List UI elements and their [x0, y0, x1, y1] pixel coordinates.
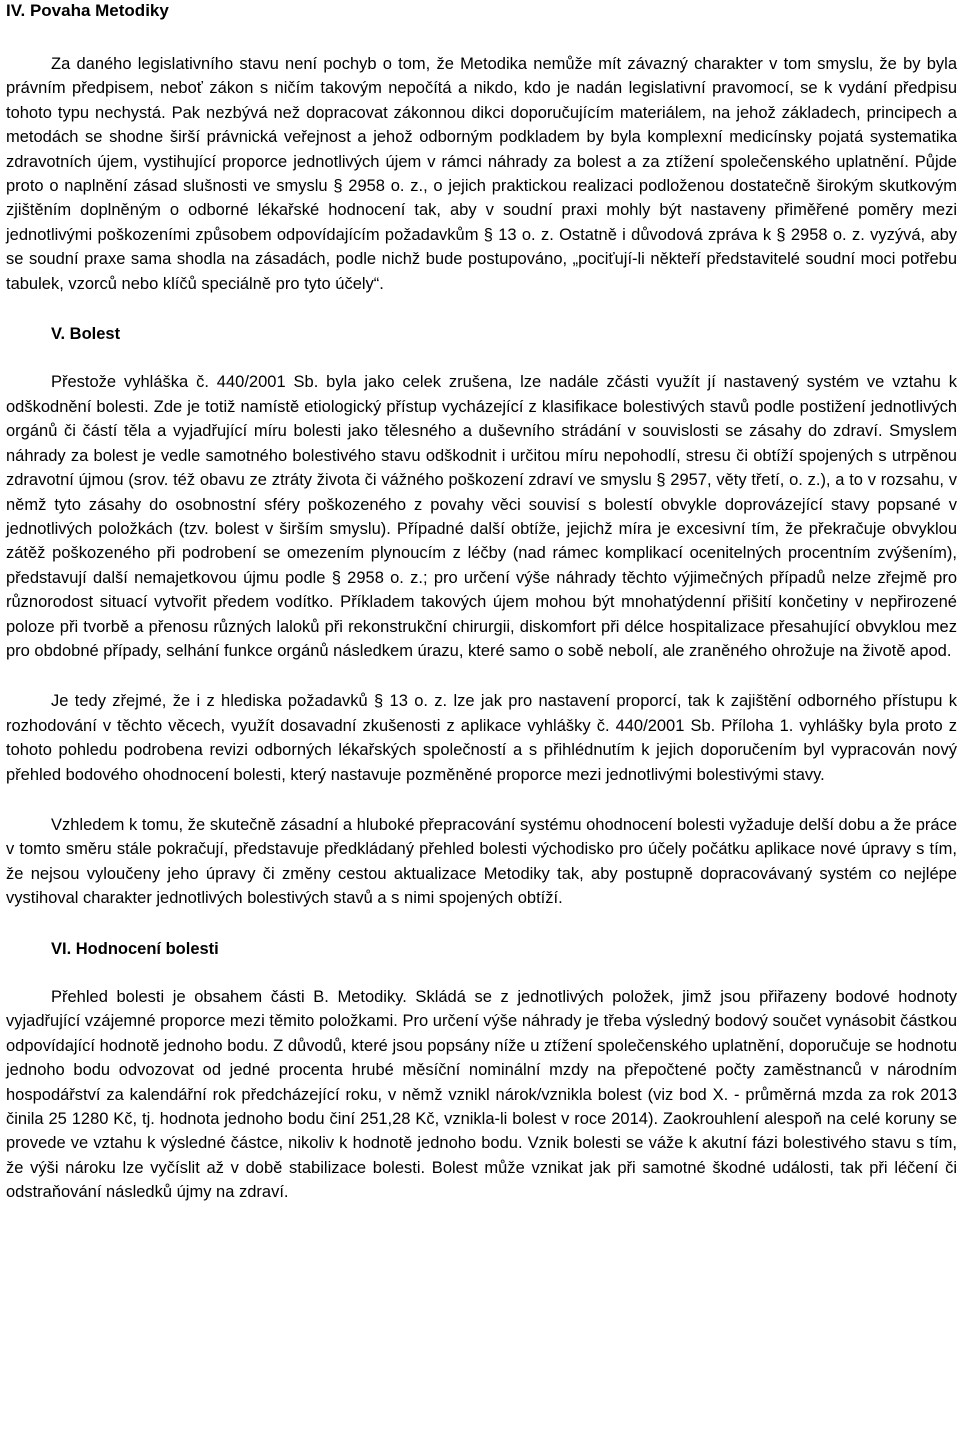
section-heading-vi: VI. Hodnocení bolesti — [51, 939, 219, 958]
spacer — [6, 22, 957, 46]
spacer — [6, 911, 957, 937]
paragraph-bolest-1: Přestože vyhláška č. 440/2001 Sb. byla jako celek zrušena, lze nadále zčásti využít jí nastavený systém ve vztahu k odškodnění bolesti. Zde je totiž namístě etiologický přístup vycházející z klasifikace bolestivých stavů podle postižení jednotlivých orgánů či částí těla a vyjadřující míru bolesti jako tělesného a duševního strádání v souvislosti se zásahy do zdraví. Smyslem náhrady za bolest je vedle samotného bolestivého stavu odškodnit i určitou míru nepohodlí, stresu či obtíží spojených s utrpěnou zdravotní újmou (srov. též obavu ze ztráty života či vážného poškození zdraví ve smyslu § 2957, věty třetí, o. z.), a to v rozsahu, v němž tyto zásahy do osobnostní sféry poškozeného z povahy věci souvisí s bolestí obvykle doprovázející stavy popsané v jednotlivých položkách (tzv. bolest v širším smyslu). Případné další obtíže, jejichž míra je excesivní tím, že překračuje obvyklou zátěž poškozeného při podrobení se omezením plynoucím z léčby (nad rámec komplikací ocenitelných procentním zvýšením), představují další nemajetkovou újmu podle § 2958 o. z.; pro určení výše náhrady těchto výjimečných případů nelze zřejmě pro různorodost situací vytvořit předem vodítko. Příkladem takových újem mohou být mnohatýdenní přišití končetiny v nepřirozené poloze při tvorbě a přenosu různých laloků při rekonstrukční chirurgii, diskomfort při délce hospitalizace přesahující obvyklou mez pro obdobné případy, selhání funkce orgánů následkem úrazu, které samo o sobě nebolí, ale zraněného ohrožuje na životě apod. — [6, 373, 957, 660]
paragraph-bolest-3: Vzhledem k tomu, že skutečně zásadní a hluboké přepracování systému ohodnocení bolesti vyžaduje delší dobu a že práce v tomto směru stále pokračují, představuje předkládaný přehled bolesti východisko pro účely počátku aplikace nové úpravy s tím, že nejsou vyloučeny jeho úpravy či změny cestou aktualizace Metodiky tak, aby postupně dopracovávaný systém co nejlépe vystihoval charakter jednotlivých bolestivých stavů a s nimi spojených obtíží. — [6, 815, 957, 908]
section-heading-v: V. Bolest — [51, 325, 121, 344]
paragraph-hodnoceni-bolesti: Přehled bolesti je obsahem části B. Metodiky. Skládá se z jednotlivých položek, jimž jsou přiřazeny bodové hodnoty vyjadřující vzájemné proporce mezi těmito položkami. Pro určení výše náhrady je třeba výsledný bodový součet vynásobit částkou odpovídající hodnotě jednoho bodu. Z důvodů, které jsou popsány níže u ztížení společenského uplatnění, doporučuje se hodnotu jednoho bodu odvozovat od jedné procenta hrubé měsíční nominální mzdy na přepočtené počty zaměstnanců v národním hospodářství za kalendářní rok předcházející roku, v němž vznikl nárok/vznikla bolest (viz bod X. - průměrná mzda za rok 2013 činila 25 1280 Kč, tj. hodnota jednoho bodu činí 251,28 Kč, vznikla-li bolest v roce 2014). Zaokrouhlení alespoň na celé koruny se provede ve vztahu k výsledné částce, nikoliv k hodnotě jednoho bodu. Vznik bolesti se váže k akutní fázi bolestivého stavu s tím, že výši nároku lze vyčíslit až v době stabilizace bolesti. Bolest může vznikat jak při samotné škodné události, tak při léčení či odstraňování následků újmy na zdraví. — [6, 988, 957, 1202]
section-heading-iv: IV. Povaha Metodiky — [6, 1, 169, 20]
spacer — [6, 346, 957, 370]
spacer — [6, 787, 957, 813]
paragraph-bolest-2: Je tedy zřejmé, že i z hlediska požadavků § 13 o. z. lze jak pro nastavení proporcí, tak k zajištění odborného přístupu k rozhodování v těchto věcech, využít dosavadní zkušenosti z aplikace vyhlášky č. 440/2001 Sb. Příloha 1. vyhlášky byla proto z tohoto pohledu podrobena revizi odborných lékařských společností a s přihlédnutím k jejich doporučením byl vypracován nový přehled bodového ohodnocení bolesti, který nastavuje pozměněné proporce mezi jednotlivými bolestivými stavy. — [6, 692, 957, 784]
paragraph-povaha-metodiky: Za daného legislativního stavu není pochyb o tom, že Metodika nemůže mít závazný charakter v tom smyslu, že by byla právním předpisem, neboť zákon s ničím takovým nepočítá a nikdo, kdo je nadán legislativní pravomocí, se k vydání předpisu tohoto typu nechystá. Pak nezbývá než dopracovat zákonnou dikci doporučujícím materiálem, na jehož základech, principech a metodách se shodne širší právnická veřejnost a jehož odborným podkladem by byla komplexní medicínsky pojatá systematika zdravotních újem, vystihující proporce jednotlivých újem v rámci náhrady za bolest a za ztížení společenského uplatnění. Půjde proto o naplnění zásad slušnosti ve smyslu § 2958 o. z., o jejich praktickou realizaci podloženou dostatečně širokým skutkovým zjištěním doplněným o odborné lékařské hodnocení tak, aby v soudní praxi mohly být nastaveny přiměřené poměry mezi jednotlivými poškozeními způsobem odpovídajícím požadavkům § 13 o. z. Ostatně i důvodová zpráva k § 2958 o. z. vyzývá, aby se soudní praxe sama shodla na zásadách, podle nichž bude postupováno, „pociťují-li někteří představitelé soudní moci potřebu tabulek, vzorců nebo klíčů speciálně pro tyto účely“. — [6, 55, 957, 293]
spacer — [6, 296, 957, 322]
document-page — [6, 0, 957, 1205]
spacer — [6, 961, 957, 985]
spacer — [6, 663, 957, 689]
